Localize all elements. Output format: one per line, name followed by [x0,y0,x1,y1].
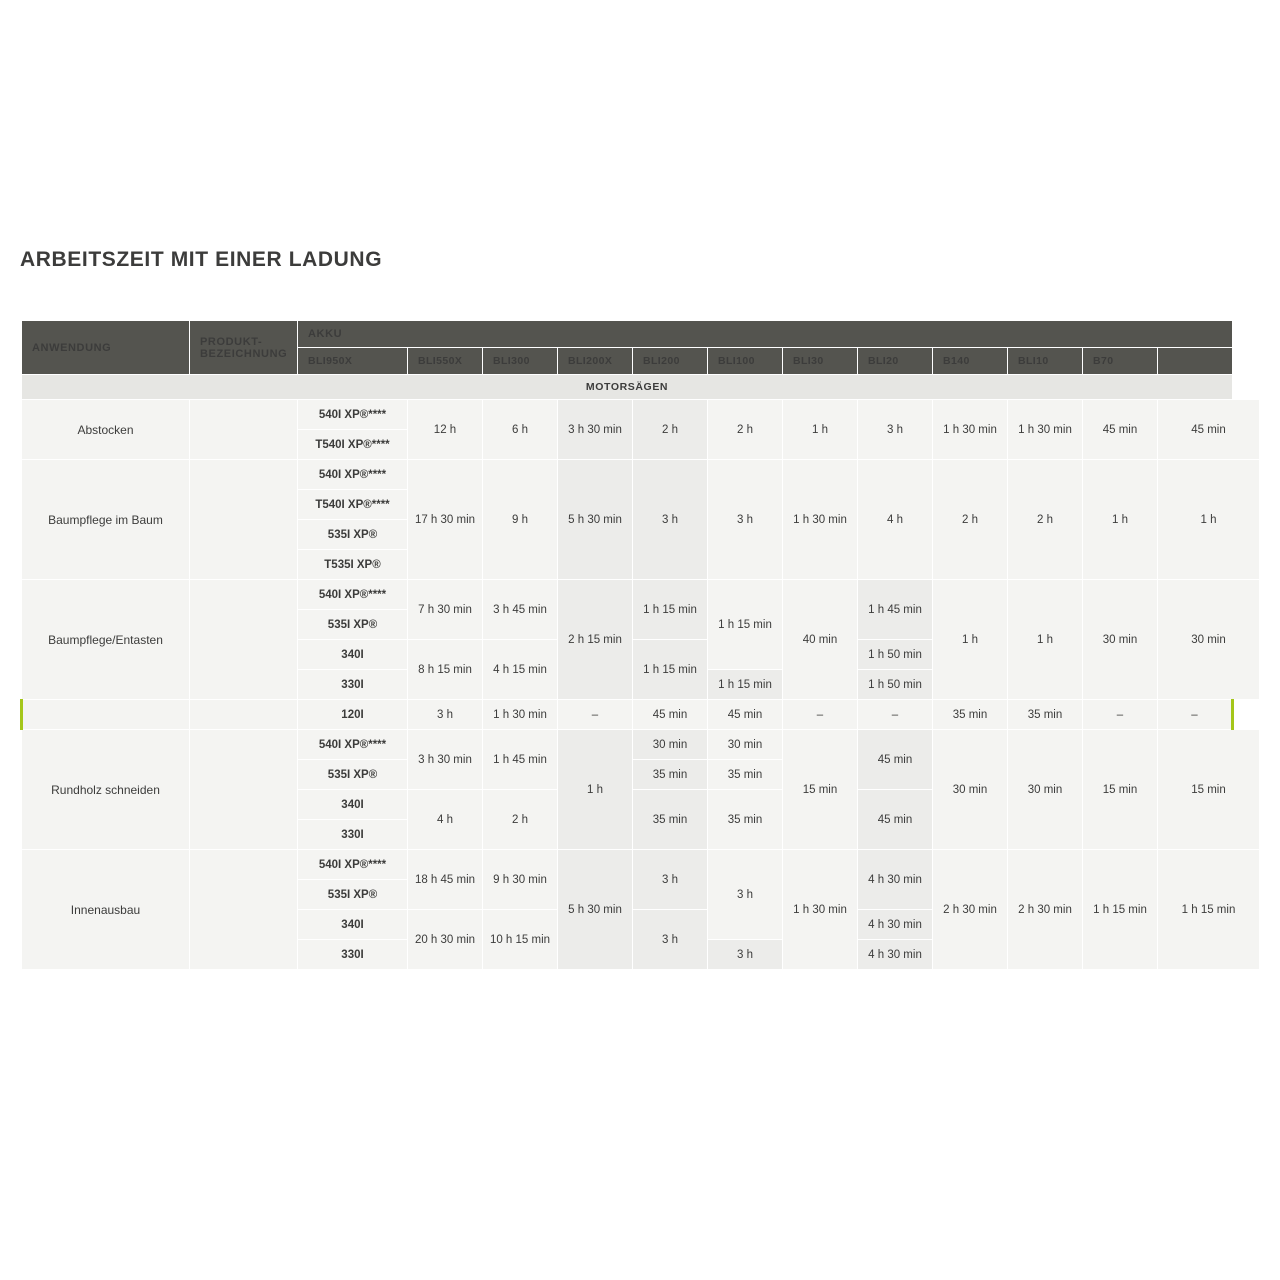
value-b70: 1 h 15 min [1158,850,1260,970]
product-name: 540I XP®**** [298,400,408,430]
value-bli100: 40 min [783,580,858,700]
page-title: ARBEITSZEIT MIT EINER LADUNG [20,248,383,271]
header-battery-bli200: BLI200 [633,348,708,375]
value-bli30: – [858,700,933,730]
value-bli30: 45 min [858,730,933,790]
value-bli200: 35 min [708,760,783,790]
value-bli200x: 3 h [633,460,708,580]
table-row [22,580,1260,610]
value-bli200: 45 min [708,700,783,730]
value-bli10: 1 h [1083,460,1158,580]
value-bli30: 1 h 45 min [858,580,933,640]
table-row-highlighted-120i [22,700,1260,730]
value-bli200x: 30 min [633,730,708,760]
value-bli950x: 3 h 30 min [408,730,483,790]
header-battery-bli550x: BLI550X [408,348,483,375]
product-name: T540I XP®**** [298,490,408,520]
value-bli10: – [1083,700,1158,730]
header-battery-bli20: BLI20 [858,348,933,375]
value-bli20: 2 h 30 min [933,850,1008,970]
value-bli300: 5 h 30 min [558,460,633,580]
product-name: T540I XP®**** [298,430,408,460]
value-bli300: 2 h 15 min [558,580,633,700]
product-name: T535I XP® [298,550,408,580]
value-b140: 30 min [1008,730,1083,850]
value-bli30: 3 h [858,400,933,460]
table-row [22,400,1260,430]
product-name: 535I XP® [298,880,408,910]
value-bli100: 1 h 30 min [783,460,858,580]
value-b70: – [1158,700,1233,730]
table-row [22,850,1260,880]
header-battery-bli30: BLI30 [783,348,858,375]
value-bli300: 3 h 30 min [558,400,633,460]
value-b70: 45 min [1158,400,1260,460]
value-bli200: 1 h 15 min [708,670,783,700]
value-b70: 1 h [1158,460,1260,580]
value-b140: 35 min [1008,700,1083,730]
value-bli200x: 2 h [633,400,708,460]
blank-cell [190,700,298,730]
value-bli200: 3 h [708,850,783,940]
application-abstocken: Abstocken [22,400,190,460]
value-b140: 1 h [1008,580,1083,700]
value-bli30: 4 h 30 min [858,940,933,970]
product-name: 540I XP®**** [298,850,408,880]
value-bli200x: 35 min [633,790,708,850]
product-name: 340I [298,640,408,670]
value-bli550x: 1 h 45 min [483,730,558,790]
product-name: 535I XP® [298,610,408,640]
header-battery-spacer [1158,348,1233,375]
product-name: 540I XP®**** [298,730,408,760]
value-bli100: 1 h 30 min [783,850,858,970]
value-bli20: 1 h 30 min [933,400,1008,460]
product-name: 340I [298,790,408,820]
value-bli950x: 17 h 30 min [408,460,483,580]
header-battery-bli200x: BLI200X [558,348,633,375]
value-bli30: 4 h [858,460,933,580]
value-bli200x: 1 h 15 min [633,580,708,640]
section-row-motorsaegen [22,375,1260,400]
value-bli950x: 3 h [408,700,483,730]
value-b70: 30 min [1158,580,1260,700]
application-baumpflege-im-baum: Baumpflege im Baum [22,460,190,580]
application-blank [22,700,190,730]
value-bli950x: 4 h [408,790,483,850]
product-name: 120I [298,700,408,730]
value-bli200: 35 min [708,790,783,850]
value-bli550x: 9 h [483,460,558,580]
value-bli550x: 3 h 45 min [483,580,558,640]
value-bli100: – [783,700,858,730]
product-name: 535I XP® [298,760,408,790]
value-bli950x: 12 h [408,400,483,460]
header-battery-b70: B70 [1083,348,1158,375]
header-product-line2: BEZEICHNUNG [200,347,288,360]
value-bli550x: 2 h [483,790,558,850]
value-bli200: 2 h [708,400,783,460]
header-battery-b140: B140 [933,348,1008,375]
worktime-table [20,320,1260,970]
value-bli20: 30 min [933,730,1008,850]
value-bli550x: 9 h 30 min [483,850,558,910]
header-battery-bli100: BLI100 [708,348,783,375]
header-battery-bli10: BLI10 [1008,348,1083,375]
header-product [190,321,298,375]
value-bli20: 2 h [933,460,1008,580]
value-bli30: 4 h 30 min [858,910,933,940]
value-bli20: 1 h [933,580,1008,700]
product-name: 340I [298,910,408,940]
value-b70: 15 min [1158,730,1260,850]
product-name: 535I XP® [298,520,408,550]
value-bli30: 1 h 50 min [858,670,933,700]
value-bli30: 45 min [858,790,933,850]
table-row [22,460,1260,490]
value-bli300: 1 h [558,730,633,850]
value-bli30: 1 h 50 min [858,640,933,670]
value-b140: 1 h 30 min [1008,400,1083,460]
value-bli200x: 35 min [633,760,708,790]
value-bli100: 15 min [783,730,858,850]
value-bli950x: 8 h 15 min [408,640,483,700]
product-name: 330I [298,940,408,970]
header-battery-bli950x: BLI950X [298,348,408,375]
blank-cell [190,460,298,580]
value-bli10: 15 min [1083,730,1158,850]
value-bli950x: 7 h 30 min [408,580,483,640]
value-bli30: 4 h 30 min [858,850,933,910]
value-bli20: 35 min [933,700,1008,730]
product-name: 540I XP®**** [298,460,408,490]
value-bli200x: 3 h [633,850,708,910]
value-bli200: 3 h [708,460,783,580]
value-bli550x: 1 h 30 min [483,700,558,730]
blank-cell [190,730,298,850]
value-bli550x: 6 h [483,400,558,460]
value-bli950x: 18 h 45 min [408,850,483,910]
blank-cell [190,850,298,970]
application-rundholz-schneiden: Rundholz schneiden [22,730,190,850]
header-application: ANWENDUNG [22,321,190,375]
application-baumpflege-entasten: Baumpflege/Entasten [22,580,190,700]
value-bli100: 1 h [783,400,858,460]
product-name: 330I [298,820,408,850]
value-bli300: 5 h 30 min [558,850,633,970]
application-innenausbau: Innenausbau [22,850,190,970]
value-bli950x: 20 h 30 min [408,910,483,970]
value-bli550x: 10 h 15 min [483,910,558,970]
value-bli200x: 45 min [633,700,708,730]
product-name: 540I XP®**** [298,580,408,610]
table-row [22,730,1260,760]
header-battery-group: AKKU [298,321,1233,348]
value-bli300: – [558,700,633,730]
value-bli200x: 1 h 15 min [633,640,708,700]
value-bli10: 45 min [1083,400,1158,460]
table-header-row-1 [22,321,1260,348]
value-bli200: 30 min [708,730,783,760]
blank-cell [190,400,298,460]
header-product-line1: PRODUKT- [200,335,263,348]
section-label: MOTORSÄGEN [22,375,1233,400]
header-battery-bli300: BLI300 [483,348,558,375]
value-b140: 2 h [1008,460,1083,580]
value-b140: 2 h 30 min [1008,850,1083,970]
value-bli200x: 3 h [633,910,708,970]
value-bli10: 30 min [1083,580,1158,700]
product-name: 330I [298,670,408,700]
blank-cell [190,580,298,700]
value-bli200: 1 h 15 min [708,580,783,670]
value-bli550x: 4 h 15 min [483,640,558,700]
value-bli200: 3 h [708,940,783,970]
value-bli10: 1 h 15 min [1083,850,1158,970]
